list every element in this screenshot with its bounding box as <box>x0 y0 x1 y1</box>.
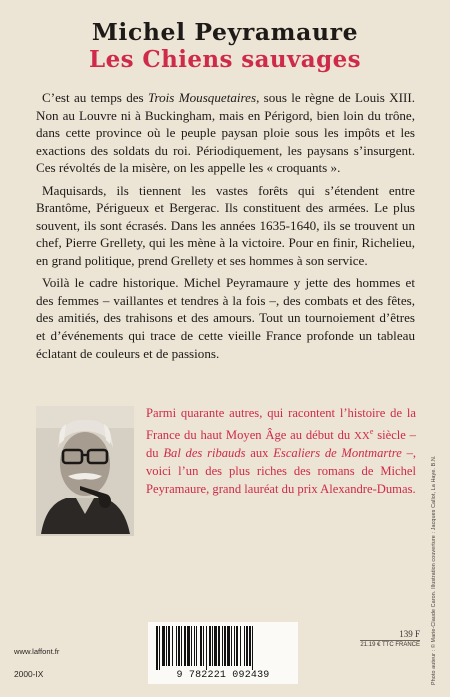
bio-text-1: Parmi quarante autres, qui racontent l’histoire de la France du haut Moyen Âge au début du <box>146 406 416 442</box>
blurb-paragraph-1 <box>36 89 415 177</box>
bio-book-2: Escaliers de Montmartre <box>273 446 402 461</box>
ean-barcode-icon <box>156 626 290 670</box>
price-divider <box>360 640 420 641</box>
author-photo <box>36 406 134 536</box>
blurb-text <box>36 89 415 367</box>
blurb-p1-start: C’est au temps des <box>42 90 148 105</box>
blurb-paragraph-3: Voilà le cadre historique. Michel Peyramaure y jette des hommes et des femmes – vaillantes et tendres à la fois –, des combats et des fêtes, des amitiés, des trahisons et des amours. Tout un tournoiement d’êtres et d’événements qui trace de cette vieille France profonde un tableau éclatant de couleurs et de passions. <box>36 275 415 361</box>
book-title: Les Chiens sauvages <box>89 46 361 73</box>
price-francs: 139 F <box>399 629 420 639</box>
bio-book-1: Bal des ribauds <box>163 446 246 461</box>
isbn-barcode <box>148 622 298 684</box>
bio-century: XX <box>353 429 370 442</box>
publisher-website[interactable]: www.laffont.fr <box>14 647 60 656</box>
photo-credits: Photo auteur : © Marie-Claude Caron. Illustration couverture : Jacques Callot, La Haye. B.N. <box>431 455 437 685</box>
blurb-paragraph-2: Maquisards, ils tiennent les vastes forêts qui s’étendent entre Brantôme, Périgueux et Bergerac. Ils constituent des armées. Le plus souvent, ils sont écrasés. Dans les années 1635-1640, ils se trouvent un chef, Pierre Grellety, qui les mène à la victoire. Pour en finir, Richelieu, en grand politique, prend Grellety et ses hommes à son service. <box>36 182 415 268</box>
bio-text-2: siècle – du <box>146 427 416 461</box>
author-portrait-icon <box>36 406 134 536</box>
blurb-p1-end: , sous le règne de Louis XIII. Non au Louvre ni à Buckingham, mais en Périgord, bien loin du trône, dans cette province où le peuple paysan ploie sous les impôts et les exactions des soldats du roi. Périodiquement, les paysans s’insurgent. Ces révoltés de la misère, on les appelle les « croquants ». <box>36 90 415 176</box>
print-code: 2000-IX <box>14 669 44 679</box>
price-euros: 21.19 € TTC FRANCE <box>360 642 420 648</box>
bio-text-3: aux <box>245 446 274 461</box>
bio-text-4: –, voici l’un des plus riches des romans de Michel Peyramaure, grand lauréat du prix Alexandre-Dumas. <box>146 446 417 496</box>
author-name: Michel Peyramaure <box>91 18 359 46</box>
author-bio <box>146 405 416 498</box>
price-box <box>345 629 420 648</box>
bio-century-sup: e <box>369 426 374 436</box>
isbn-digits: 9 782221 092439 <box>176 670 270 681</box>
blurb-p1-title: Trois Mousquetaires <box>147 90 257 105</box>
